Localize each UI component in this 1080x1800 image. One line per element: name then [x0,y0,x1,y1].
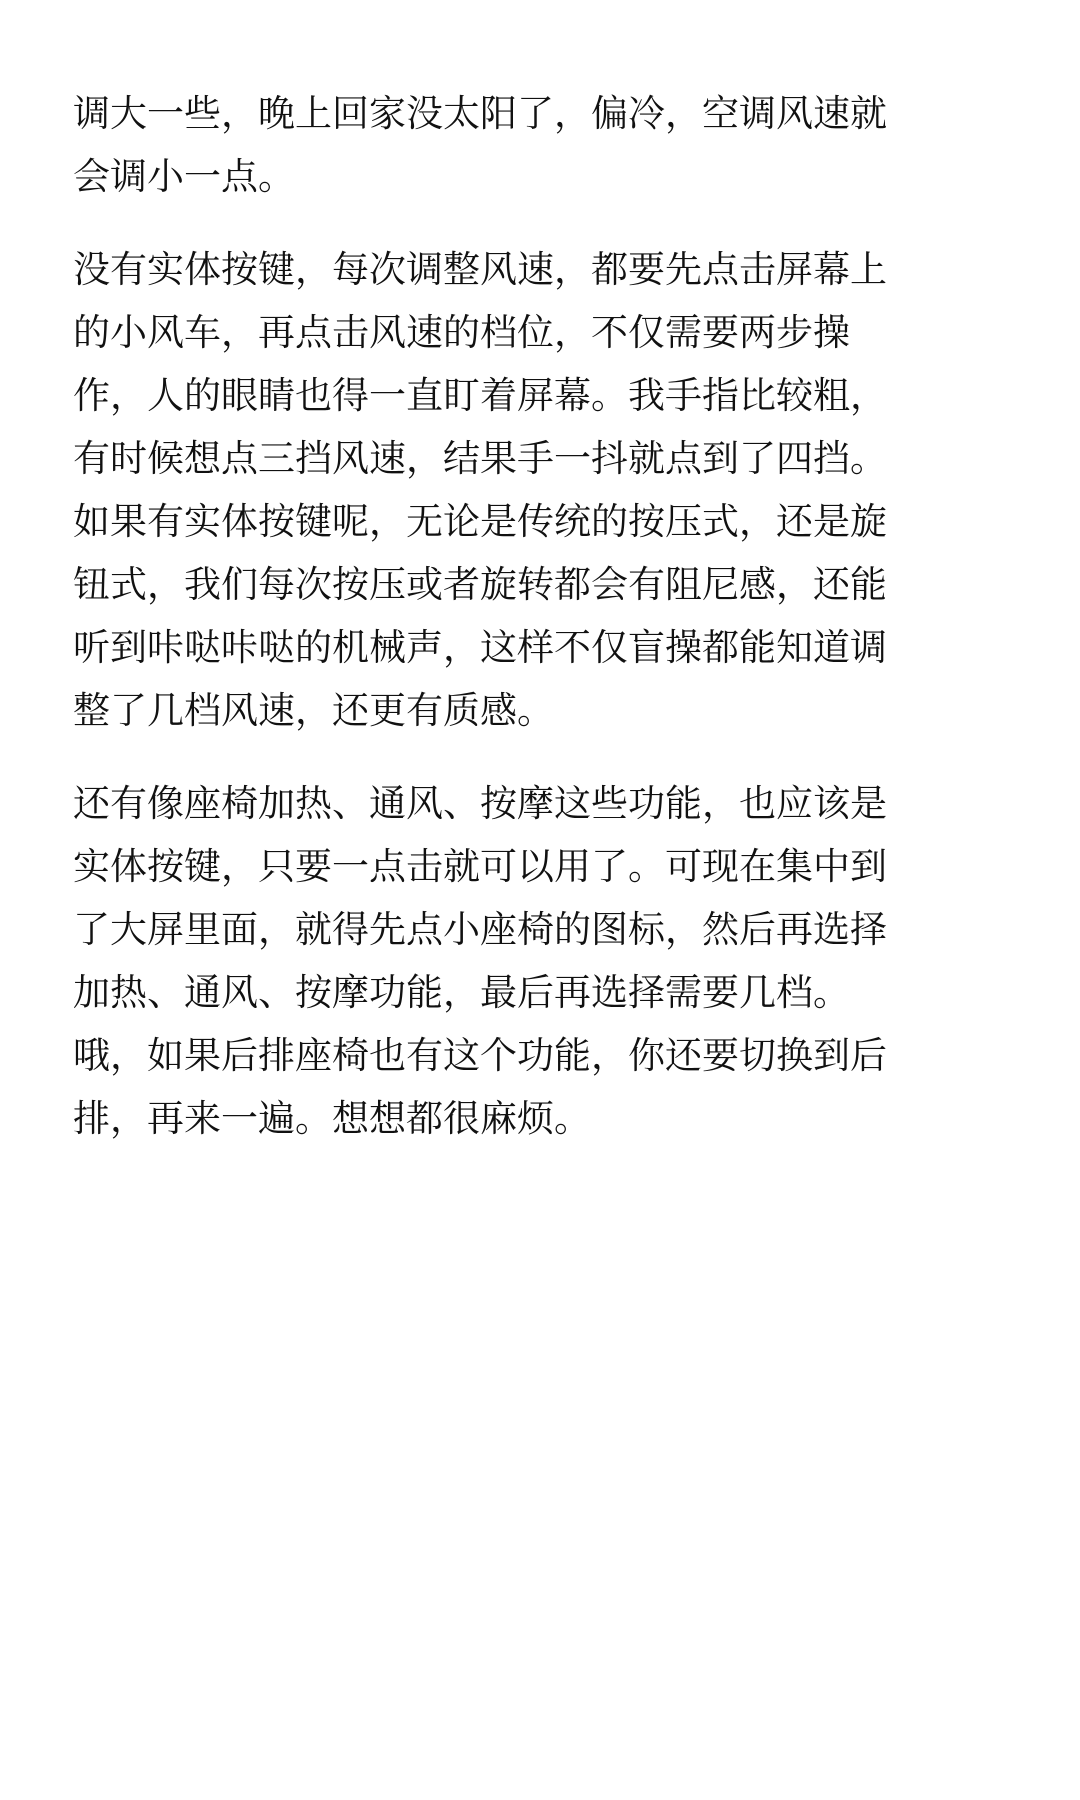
paragraph-2 [73,238,1013,742]
text-line: 听到咔哒咔哒的机械声，这样不仅盲操都能知道调 [73,626,887,669]
text-line: 的小风车，再点击风速的档位，不仅需要两步操 [73,311,850,354]
article-body [73,82,1013,1180]
text-line: 加热、通风、按摩功能，最后再选择需要几档。 [73,971,850,1014]
text-line: 哦，如果后排座椅也有这个功能，你还要切换到后 [73,1034,887,1077]
text-line: 了大屏里面，就得先点小座椅的图标，然后再选择 [73,908,887,951]
text-line: 会调小一点。 [73,155,295,198]
paragraph-1 [73,82,1013,208]
text-line: 如果有实体按键呢，无论是传统的按压式，还是旋 [73,500,887,543]
text-line: 钮式，我们每次按压或者旋转都会有阻尼感，还能 [73,563,887,606]
text-line: 整了几档风速，还更有质感。 [73,689,554,732]
text-line: 排，再来一遍。想想都很麻烦。 [73,1097,591,1140]
paragraph-3 [73,772,1013,1150]
text-line: 调大一些，晚上回家没太阳了，偏冷，空调风速就 [73,92,887,135]
text-line: 有时候想点三挡风速，结果手一抖就点到了四挡。 [73,437,887,480]
text-line: 没有实体按键，每次调整风速，都要先点击屏幕上 [73,248,887,291]
text-line: 还有像座椅加热、通风、按摩这些功能，也应该是 [73,782,887,825]
text-line: 实体按键，只要一点击就可以用了。可现在集中到 [73,845,887,888]
text-line: 作，人的眼睛也得一直盯着屏幕。我手指比较粗， [73,374,887,417]
